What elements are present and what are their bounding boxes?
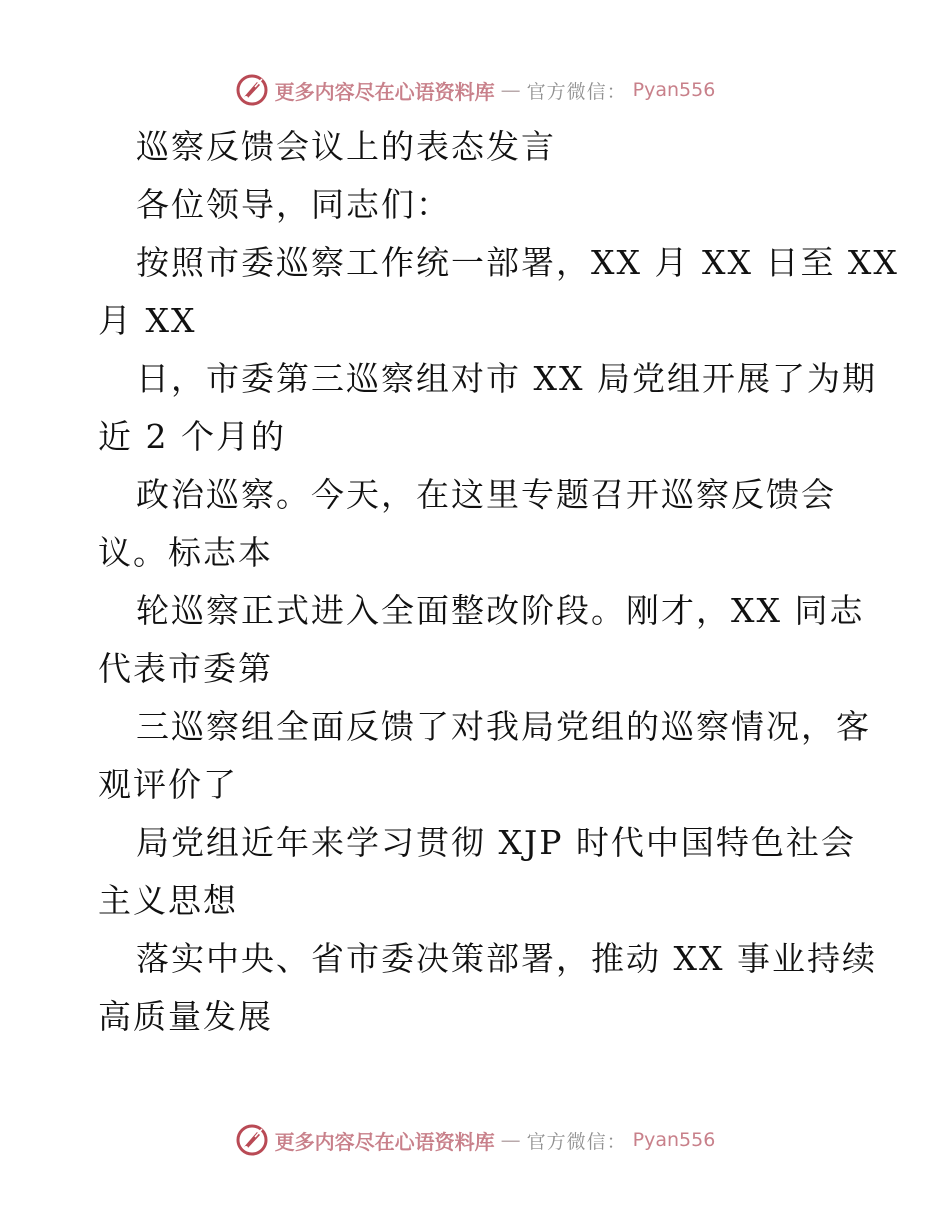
quill-logo-icon — [235, 73, 269, 107]
document-line: 高质量发展 — [98, 997, 273, 1036]
document-line: 日，市委第三巡察组对市 XX 局党组开展了为期 — [136, 359, 877, 398]
banner-official-text: 官方微信： — [526, 1130, 627, 1153]
banner-official-text: 官方微信： — [526, 80, 627, 103]
document-line: 近 2 个月的 — [98, 417, 286, 456]
banner-wechat-id: Pyan556 — [632, 79, 716, 101]
document-line: 轮巡察正式进入全面整改阶段。刚才，XX 同志 — [136, 591, 865, 630]
banner-wechat-id: Pyan556 — [632, 1129, 716, 1151]
document-line: 议。标志本 — [98, 533, 273, 572]
footer-watermark-banner — [0, 1120, 950, 1160]
banner-main-text: 更多内容尽在心语资料库 — [274, 79, 495, 104]
banner-dash: — — [500, 78, 521, 102]
document-line: 巡察反馈会议上的表态发言 — [136, 127, 556, 166]
document-line: 月 XX — [98, 301, 197, 340]
document-line: 观评价了 — [98, 765, 238, 804]
banner-main-text: 更多内容尽在心语资料库 — [274, 1129, 495, 1154]
document-line: 主义思想 — [98, 881, 238, 920]
document-line: 三巡察组全面反馈了对我局党组的巡察情况，客 — [136, 707, 871, 746]
document-body — [98, 118, 899, 1046]
document-line: 落实中央、省市委决策部署，推动 XX 事业持续 — [136, 939, 877, 978]
quill-logo-icon — [235, 1123, 269, 1157]
document-line: 代表市委第 — [98, 649, 273, 688]
banner-dash: — — [500, 1128, 521, 1152]
document-line: 政治巡察。今天，在这里专题召开巡察反馈会 — [136, 475, 836, 514]
document-line: 各位领导，同志们： — [136, 185, 451, 224]
document-line: 局党组近年来学习贯彻 XJP 时代中国特色社会 — [136, 823, 856, 862]
header-watermark-banner — [0, 70, 950, 110]
document-line: 按照市委巡察工作统一部署，XX 月 XX 日至 XX — [136, 243, 899, 282]
